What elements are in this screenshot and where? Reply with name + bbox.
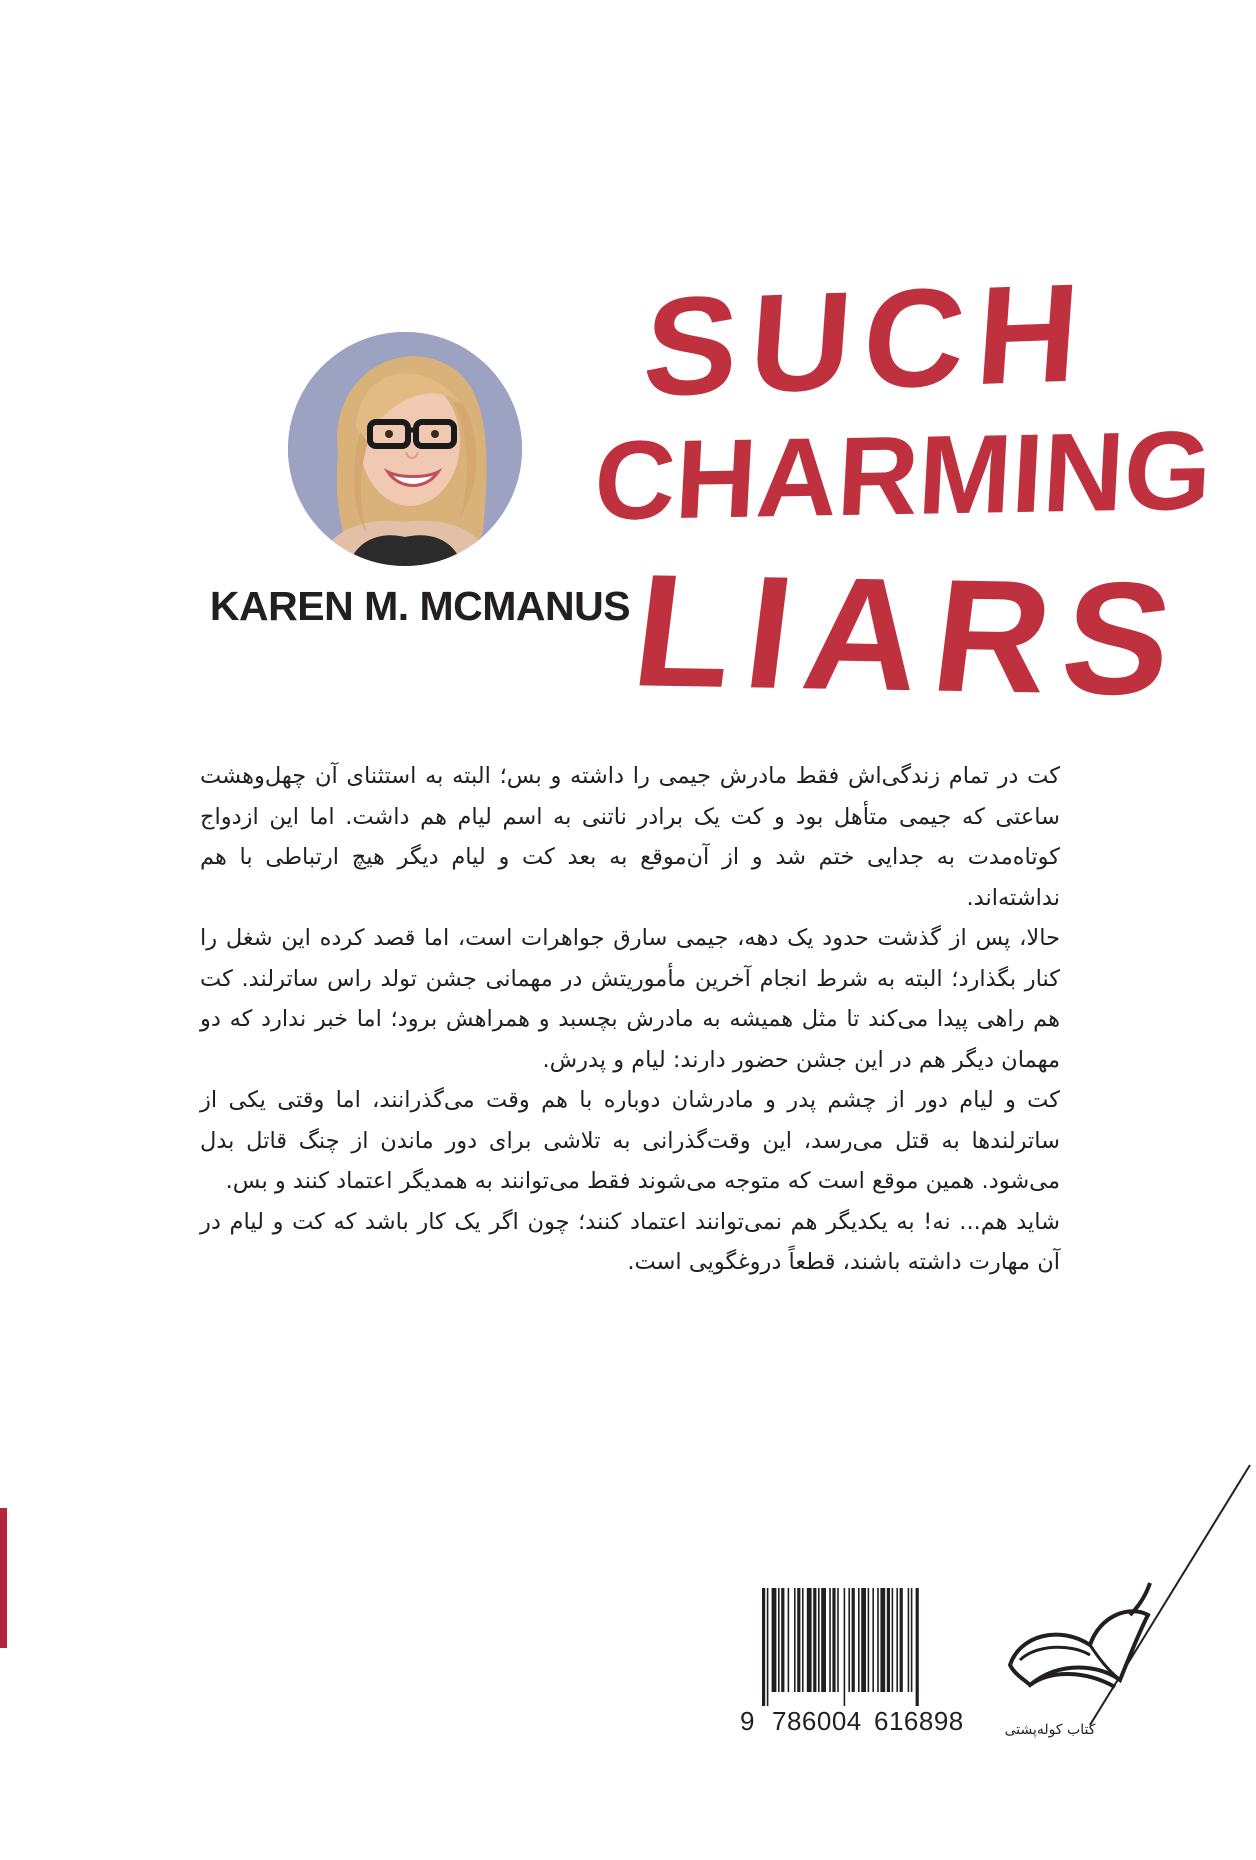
book-blurb <box>200 756 1060 1283</box>
title-line-3: LIARS <box>624 540 1196 729</box>
book-feather-logo-icon <box>990 1455 1256 1755</box>
barcode-digit-left: 9 <box>740 1706 755 1736</box>
spine-accent-bar <box>0 1508 7 1648</box>
author-name: KAREN M. MCMANUS <box>209 583 631 629</box>
title-line-2: CHARMING <box>591 407 1215 544</box>
book-title <box>575 253 1215 740</box>
blurb-paragraph: کت و لیام دور از چشم پدر و مادرشان دوباره با هم وقت می‌گذرانند، اما وقتی یکی از ساترلندها به قتل می‌رسد، این وقت‌گذرانی به تلاشی برای دور ماندن از چنگ قاتل بدل می‌شود. همین موقع است که متوجه می‌شوند فقط می‌توانند به همدیگر اعتماد کنند و بس. <box>200 1087 1060 1194</box>
author-portrait-icon <box>288 332 522 566</box>
barcode-digits-middle: 786004 <box>772 1706 862 1736</box>
blurb-paragraph: شاید هم... نه! به یکدیگر هم نمی‌توانند اعتماد کنند؛ چون اگر یک کار باشد که کت و لیام در آن مهارت داشته باشند، قطعاً دروغگویی است. <box>200 1208 1060 1275</box>
blurb-paragraph: کت در تمام زندگی‌اش فقط مادرش جیمی را داشته و بس؛ البته به استثنای آن چهل‌وهشت ساعتی که جیمی متأهل بود و کت یک برادر ناتنی به اسم لیام هم داشت. اما این ازدواج کوتاه‌مدت به جدایی ختم شد و از آن‌موقع به بعد کت و لیام دیگر هیچ ارتباطی با هم نداشته‌اند. <box>200 763 1060 911</box>
isbn-barcode <box>740 1588 978 1744</box>
blurb-paragraph: حالا، پس از گذشت حدود یک دهه، جیمی سارق جواهرات است، اما قصد کرده این شغل را کنار بگذارد؛ البته به شرط انجام آخرین مأموریتش در مهمانی جشن تولد راس ساترلند. کت هم راهی پیدا می‌کند تا مثل همیشه به مادرش بچسبد و همراهش برود؛ اما خبر ندارد که دو مهمان دیگر هم در این جشن حضور دارند: لیام و پدرش. <box>200 925 1060 1073</box>
publisher-name: کتاب کوله‌پشتی <box>1004 1722 1096 1738</box>
title-line-1: SUCH <box>638 253 1096 426</box>
barcode-icon <box>762 1588 974 1706</box>
barcode-digits-right: 616898 <box>874 1706 964 1736</box>
